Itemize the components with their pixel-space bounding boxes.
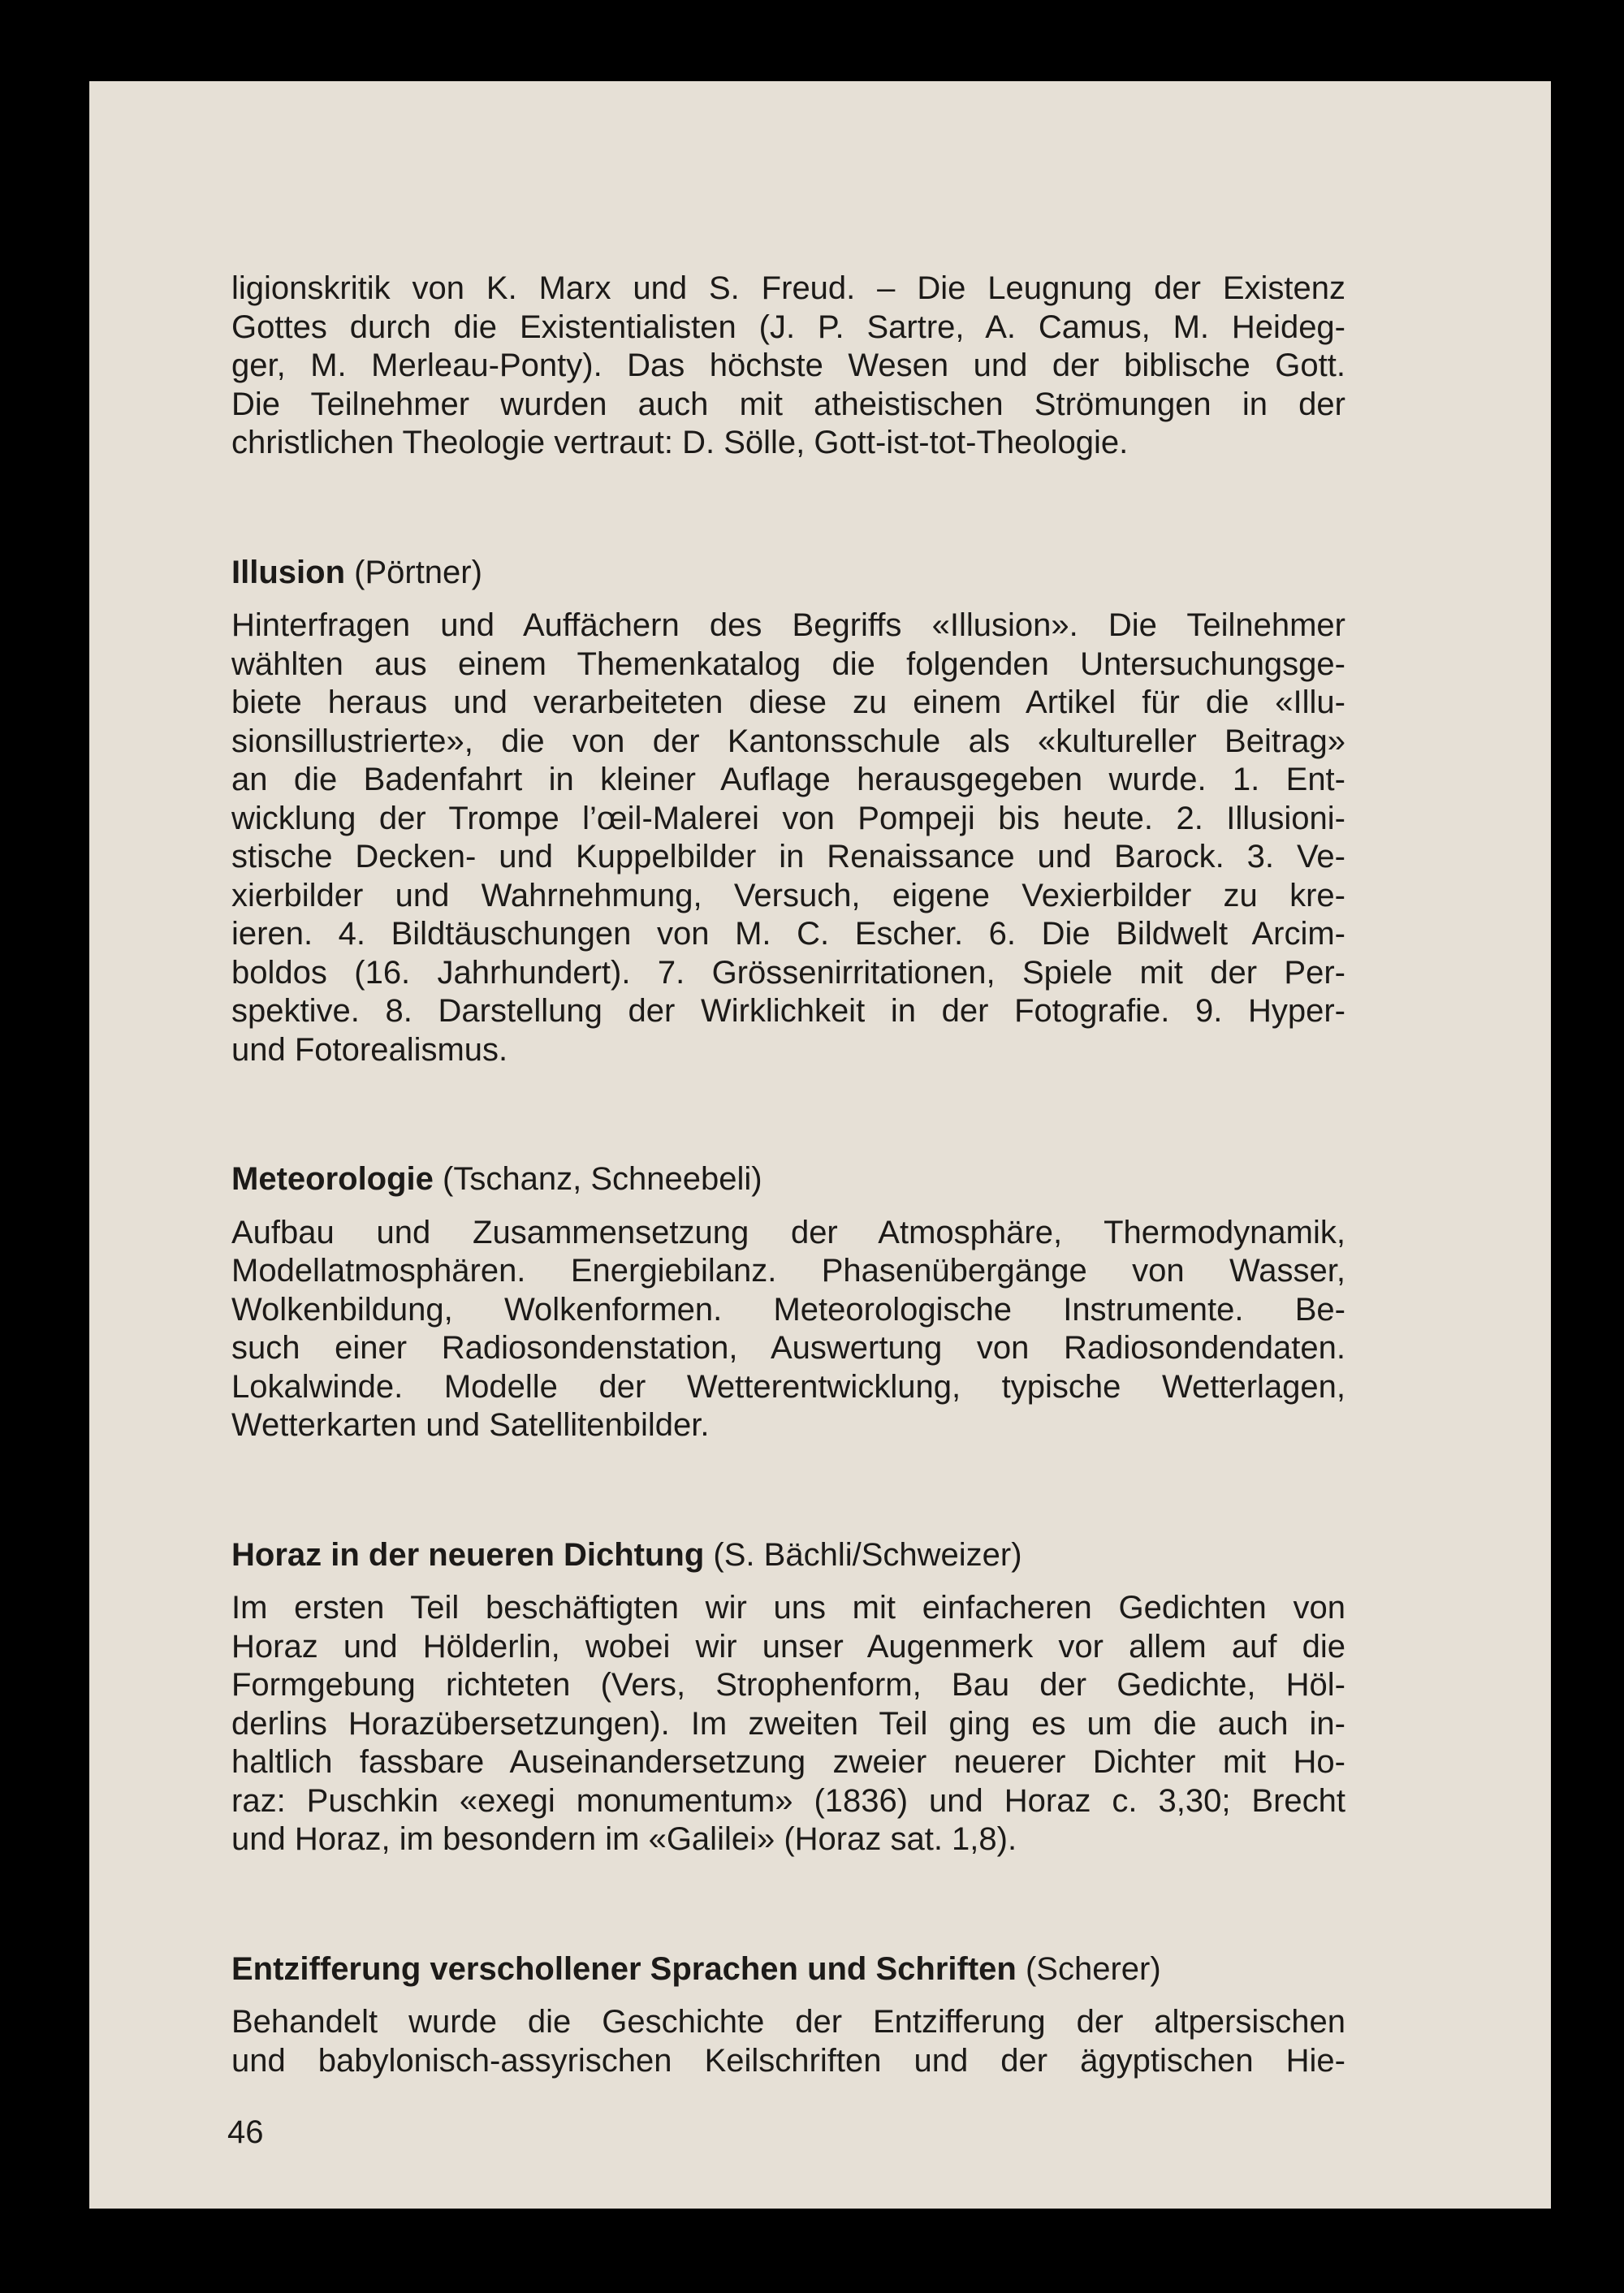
section-title: Horaz in der neueren Dichtung: [231, 1536, 705, 1573]
text-line: und Fotorealismus.: [231, 1031, 508, 1068]
section-meteorologie: [231, 1160, 1345, 1445]
section-authors: (S. Bächli/Schweizer): [713, 1536, 1022, 1573]
text-line: boldos (16. Jahrhundert). 7. Grössenirritationen, Spiele mit der Per-: [231, 954, 1345, 991]
section-title: Illusion: [231, 554, 345, 590]
page-number: 46: [227, 2114, 264, 2150]
text-line: wicklung der Trompe l’œil-Malerei von Pompeji bis heute. 2. Illusioni-: [231, 800, 1345, 836]
section-heading: [231, 1160, 1345, 1199]
section-entzifferung: [231, 1950, 1345, 2081]
text-line: Wetterkarten und Satellitenbilder.: [231, 1407, 710, 1443]
text-line: Im ersten Teil beschäftigten wir uns mit einfacheren Gedichten von: [231, 1590, 1345, 1626]
section-heading: [231, 1950, 1345, 1989]
text-line: an die Badenfahrt in kleiner Auflage herausgegeben wurde. 1. Ent-: [231, 762, 1345, 797]
text-line: raz: Puschkin «exegi monumentum» (1836) und Horaz c. 3,30; Brecht: [231, 1782, 1345, 1819]
section-title: Meteorologie: [231, 1161, 434, 1197]
text-line: Horaz und Hölderlin, wobei wir unser Augenmerk vor allem auf die: [231, 1628, 1345, 1665]
section-authors: (Pörtner): [354, 554, 482, 590]
document-page: [89, 81, 1551, 2209]
text-line: derlins Horazübersetzungen). Im zweiten Teil ging es um die auch in-: [231, 1705, 1345, 1742]
text-line: Die Teilnehmer wurden auch mit atheistischen Strömungen in der: [231, 386, 1345, 422]
section-horaz: [231, 1536, 1345, 1859]
text-line: Formgebung richteten (Vers, Strophenform, Bau der Gedichte, Höl-: [231, 1667, 1345, 1703]
intro-paragraph: [231, 270, 1345, 463]
text-line: xierbilder und Wahrnehmung, Versuch, eigene Vexierbilder zu kre-: [231, 877, 1345, 913]
text-line: christlichen Theologie vertraut: D. Sölle, Gott-ist-tot-Theologie.: [231, 425, 1129, 460]
text-line: ligionskritik von K. Marx und S. Freud. – Die Leugnung der Existenz: [231, 270, 1345, 306]
section-body: [231, 2003, 1345, 2080]
page-content: [231, 270, 1345, 2080]
text-line: stische Decken- und Kuppelbilder in Renaissance und Barock. 3. Ve-: [231, 839, 1345, 874]
text-line: such einer Radiosondenstation, Auswertung von Radiosondendaten.: [231, 1330, 1345, 1366]
text-line: Hinterfragen und Auffächern des Begriffs «Illusion». Die Teilnehmer: [231, 607, 1345, 643]
section-title: Entzifferung verschollener Sprachen und Schriften: [231, 1950, 1017, 1987]
section-heading: [231, 1536, 1345, 1575]
section-body: [231, 607, 1345, 1069]
section-authors: (Tschanz, Schneebeli): [443, 1161, 762, 1197]
text-line: haltlich fassbare Auseinandersetzung zweier neuerer Dichter mit Ho-: [231, 1744, 1345, 1780]
text-line: ieren. 4. Bildtäuschungen von M. C. Escher. 6. Die Bildwelt Arcim-: [231, 916, 1345, 952]
section-body: [231, 1214, 1345, 1445]
text-line: Behandelt wurde die Geschichte der Entzifferung der altpersischen: [231, 2004, 1345, 2040]
text-line: ger, M. Merleau-Ponty). Das höchste Wesen und der biblische Gott.: [231, 348, 1345, 383]
text-line: biete heraus und verarbeiteten diese zu einem Artikel für die «Illu-: [231, 684, 1345, 720]
text-line: und Horaz, im besondern im «Galilei» (Horaz sat. 1,8).: [231, 1821, 1017, 1857]
text-line: Modellatmosphären. Energiebilanz. Phasenübergänge von Wasser,: [231, 1253, 1345, 1289]
section-authors: (Scherer): [1025, 1950, 1161, 1987]
text-line: Aufbau und Zusammensetzung der Atmosphäre, Thermodynamik,: [231, 1214, 1345, 1250]
text-line: Lokalwinde. Modelle der Wetterentwicklung, typische Wetterlagen,: [231, 1368, 1345, 1405]
text-line: sionsillustrierte», die von der Kantonsschule als «kultureller Beitrag»: [231, 723, 1345, 759]
section-body: [231, 1589, 1345, 1859]
section-heading: [231, 554, 1345, 593]
text-line: wählten aus einem Themenkatalog die folgenden Untersuchungsge-: [231, 646, 1345, 682]
text-line: spektive. 8. Darstellung der Wirklichkeit in der Fotografie. 9. Hyper-: [231, 993, 1345, 1029]
text-line: Wolkenbildung, Wolkenformen. Meteorologische Instrumente. Be-: [231, 1291, 1345, 1328]
section-illusion: [231, 554, 1345, 1070]
text-line: Gottes durch die Existentialisten (J. P. Sartre, A. Camus, M. Heideg-: [231, 309, 1345, 345]
text-line: und babylonisch-assyrischen Keilschriften und der ägyptischen Hie-: [231, 2042, 1345, 2079]
